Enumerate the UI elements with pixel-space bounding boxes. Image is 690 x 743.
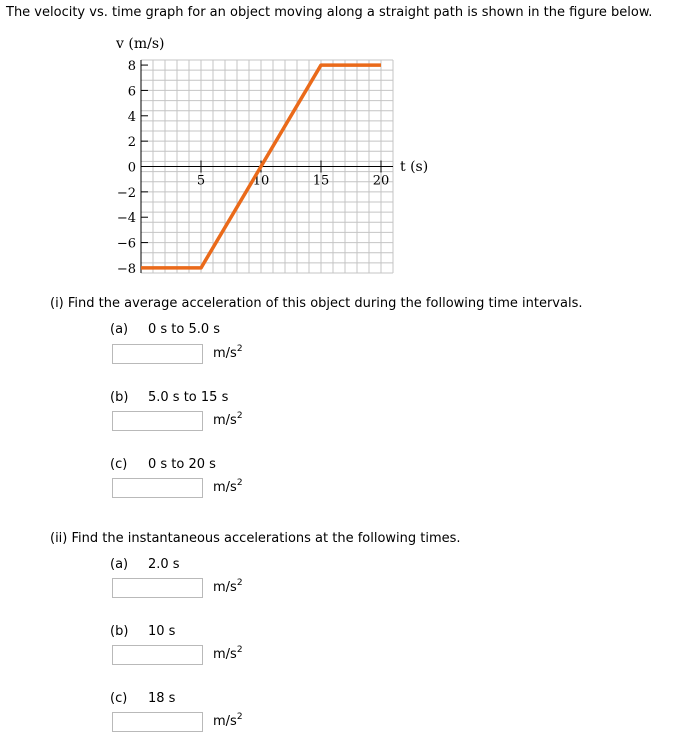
part-i-c-unit — [213, 478, 243, 495]
part-i-b-label — [110, 390, 228, 405]
y-tick-label: −6 — [116, 236, 136, 252]
part-ii-b-unit-exp: 2 — [236, 645, 243, 655]
part-i-b-unit — [213, 411, 243, 428]
part-ii-a-label — [110, 557, 180, 572]
part-i-b-unit-exp: 2 — [236, 411, 243, 421]
part-ii-b-unit-base: m/s — [213, 647, 237, 662]
part-ii-a-unit-exp: 2 — [236, 578, 243, 588]
part-ii-c-unit — [213, 712, 243, 729]
chart-axes — [141, 60, 393, 273]
part-ii-b-time: 10 s — [148, 624, 176, 639]
part-ii-c-time: 18 s — [148, 691, 176, 706]
part-i-c-interval: 0 s to 20 s — [148, 457, 216, 472]
y-axis-label: v (m/s) — [116, 36, 165, 52]
part-i-c-unit-base: m/s — [213, 480, 237, 495]
part-i-title: (i) Find the average acceleration of this object during the following time intervals. — [50, 296, 583, 311]
part-i-c-answer-input[interactable] — [112, 478, 203, 498]
part-ii-a-time: 2.0 s — [148, 557, 180, 572]
y-tick-label: 8 — [127, 59, 136, 75]
part-ii-c-label — [110, 691, 175, 706]
part-ii-b-answer-input[interactable] — [112, 645, 203, 665]
part-i-c-label — [110, 457, 216, 472]
x-axis-label: t (s) — [400, 159, 429, 175]
part-i-a-unit-base: m/s — [213, 346, 237, 361]
part-ii-c-letter: (c) — [110, 691, 128, 706]
y-tick-label: −2 — [116, 185, 136, 201]
part-i-a-label — [110, 322, 220, 337]
part-ii-title: (ii) Find the instantaneous accelerations at the following times. — [50, 531, 461, 546]
part-ii-b-unit — [213, 645, 243, 662]
part-i-b-letter: (b) — [110, 390, 129, 405]
part-i-a-unit — [213, 344, 243, 361]
x-tick-label: 10 — [252, 173, 270, 189]
y-tick-label: 6 — [127, 84, 136, 100]
part-i-a-interval: 0 s to 5.0 s — [148, 322, 221, 337]
part-i-a-letter: (a) — [110, 322, 129, 337]
part-i-b-answer-input[interactable] — [112, 411, 203, 431]
part-i-b-unit-base: m/s — [213, 413, 237, 428]
y-tick-label: 4 — [127, 109, 136, 125]
part-ii-c-unit-base: m/s — [213, 714, 237, 729]
part-i-c-unit-exp: 2 — [236, 478, 243, 488]
part-ii-c-unit-exp: 2 — [236, 712, 243, 722]
chart-ticks — [117, 59, 389, 277]
part-ii-a-letter: (a) — [110, 557, 129, 572]
part-ii-a-unit — [213, 578, 243, 595]
part-ii-b-letter: (b) — [110, 624, 129, 639]
part-ii-c-answer-input[interactable] — [112, 712, 203, 732]
part-ii-b-label — [110, 624, 175, 639]
part-ii-a-unit-base: m/s — [213, 580, 237, 595]
y-tick-label: 0 — [127, 160, 136, 176]
y-tick-label: −8 — [116, 261, 136, 277]
x-tick-label: 20 — [372, 173, 390, 189]
y-tick-label: 2 — [127, 135, 136, 151]
part-ii-a-answer-input[interactable] — [112, 578, 203, 598]
part-i-a-unit-exp: 2 — [236, 344, 243, 354]
part-i-b-interval: 5.0 s to 15 s — [148, 390, 229, 405]
x-tick-label: 15 — [312, 173, 330, 189]
y-tick-label: −4 — [116, 211, 136, 227]
x-tick-label: 5 — [196, 173, 206, 189]
velocity-time-chart — [0, 30, 450, 280]
part-i-a-answer-input[interactable] — [112, 344, 203, 364]
problem-statement: The velocity vs. time graph for an object moving along a straight path is shown in the figure below. — [6, 5, 653, 20]
part-i-c-letter: (c) — [110, 457, 128, 472]
